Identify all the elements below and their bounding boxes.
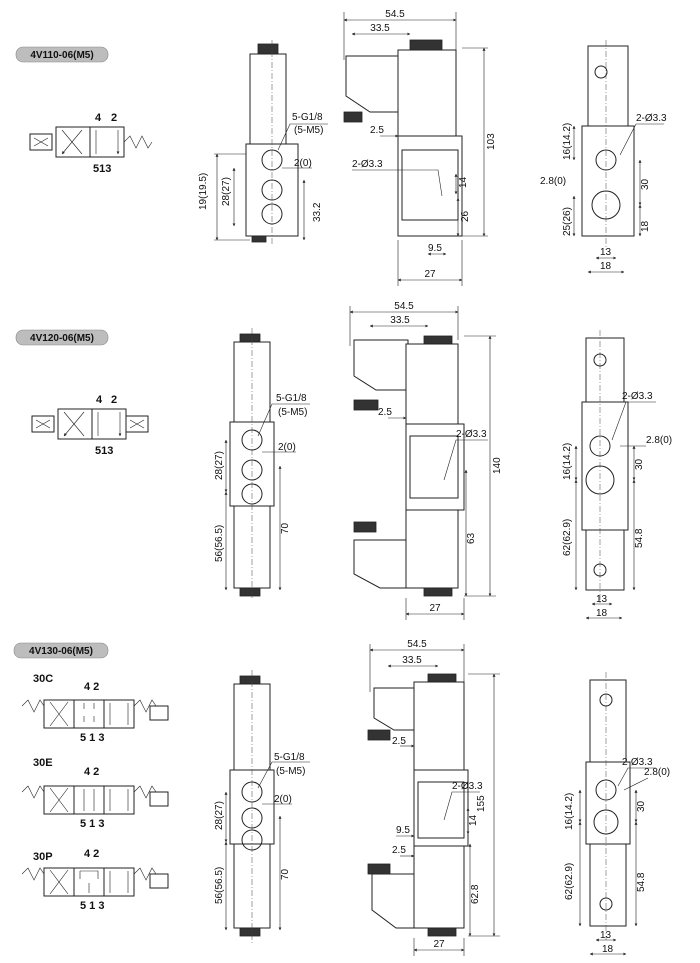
ports-label: 2(0)	[278, 442, 296, 453]
dim-s28: 2.8(0)	[646, 435, 673, 446]
dim-w27: 27	[424, 269, 436, 280]
hole-label: 2-Ø3.3	[452, 781, 483, 792]
port-2-label: 2	[111, 112, 118, 124]
dim-h28: 28(27)	[221, 177, 232, 206]
dim-d25b: 2.5	[392, 845, 406, 856]
port-513-label: 513	[93, 163, 112, 175]
dim-s18: 18	[602, 944, 614, 955]
end-view-4v130	[564, 672, 670, 955]
thread-label: 5-G1/8	[276, 393, 307, 404]
dim-h140: 140	[492, 457, 503, 474]
hole-label: 2-Ø3.3	[622, 757, 653, 768]
thread-label: 5-G1/8	[274, 752, 305, 763]
dim-h155: 155	[476, 795, 487, 812]
dim-s62: 62(62.9)	[564, 862, 575, 900]
dim-h628: 62.8	[470, 884, 481, 904]
dim-h332: 33.2	[312, 202, 323, 222]
symbol-30e	[22, 757, 168, 830]
symbol-30e-bottom: 5 1 3	[80, 818, 105, 830]
dim-d25a: 2.5	[392, 736, 406, 747]
port-4-label: 4	[95, 112, 102, 124]
dim-w545: 54.5	[407, 639, 427, 650]
side-view-4v130	[368, 639, 500, 956]
dim-h56: 56(56.5)	[214, 866, 225, 904]
dim-d25: 2.5	[378, 407, 392, 418]
dim-h28: 28(27)	[214, 451, 225, 480]
symbol-4v110	[30, 112, 152, 175]
dim-d26: 26	[460, 210, 471, 222]
dim-d25: 2.5	[370, 125, 384, 136]
dim-w335: 33.5	[402, 655, 422, 666]
dim-w27: 27	[433, 939, 445, 950]
model-pill-4v130	[14, 643, 108, 658]
front-view-4v130	[214, 670, 310, 944]
dim-s16: 16(14.2)	[562, 122, 573, 160]
hole-label: 2-Ø3.3	[456, 429, 487, 440]
symbol-4v120	[32, 394, 148, 457]
symbol-30e-label: 30E	[33, 757, 53, 769]
dim-s16: 16(14.2)	[564, 792, 575, 830]
thread-label-alt: (5-M5)	[294, 125, 324, 136]
dim-w545: 54.5	[394, 301, 414, 312]
symbol-30c-bottom: 5 1 3	[80, 732, 105, 744]
end-view-4v120	[562, 330, 672, 619]
symbol-30c	[22, 673, 168, 744]
model-pill-4v120	[16, 330, 108, 345]
dim-s18v: 18	[640, 220, 651, 232]
dim-s28: 2.8(0)	[540, 176, 567, 187]
dim-h14: 14	[468, 814, 479, 826]
dim-s16: 16(14.2)	[562, 442, 573, 480]
ports-label: 2(0)	[274, 794, 292, 805]
front-view-4v120	[214, 328, 310, 600]
hole-label: 2-Ø3.3	[352, 159, 383, 170]
model-label-4v110: 4V110-06(M5)	[30, 50, 94, 61]
dim-s18: 18	[596, 608, 608, 619]
symbol-30p-top: 4 2	[84, 848, 100, 860]
dim-w27: 27	[429, 603, 441, 614]
model-pill-4v110	[16, 47, 108, 62]
symbol-30p-bottom: 5 1 3	[80, 900, 105, 912]
dim-w545: 54.5	[385, 9, 405, 20]
dim-h56: 56(56.5)	[214, 524, 225, 562]
symbol-30c-top: 4 2	[84, 681, 100, 693]
port-513-label: 513	[95, 445, 114, 457]
end-view-4v110	[540, 40, 667, 272]
dim-h70: 70	[280, 868, 291, 880]
symbol-30e-top: 4 2	[84, 766, 100, 778]
dim-h19: 19(19.5)	[198, 172, 209, 210]
dim-h63: 63	[466, 532, 477, 544]
dim-s62: 62(62.9)	[562, 518, 573, 556]
dim-s30: 30	[634, 458, 645, 470]
side-view-4v110	[344, 9, 497, 286]
front-view-4v110	[198, 40, 328, 246]
dim-w335: 33.5	[390, 315, 410, 326]
dim-s13: 13	[596, 594, 608, 605]
dim-d95: 9.5	[396, 825, 410, 836]
model-label-4v130: 4V130-06(M5)	[29, 646, 93, 657]
dim-w335: 33.5	[370, 23, 390, 34]
symbol-30c-label: 30C	[33, 673, 54, 685]
hole-label: 2-Ø3.3	[636, 113, 667, 124]
dim-s548: 54.8	[634, 528, 645, 548]
dim-h70: 70	[280, 522, 291, 534]
model-label-4v120: 4V120-06(M5)	[30, 333, 94, 344]
dim-d14: 14	[458, 176, 469, 188]
side-view-4v120	[350, 301, 503, 620]
symbol-30p	[22, 848, 168, 912]
dim-h103: 103	[486, 133, 497, 150]
symbol-30p-label: 30P	[33, 851, 53, 863]
dim-s13: 13	[600, 247, 612, 258]
dim-h28: 28(27)	[214, 801, 225, 830]
thread-label: 5-G1/8	[292, 112, 323, 123]
dim-s30: 30	[640, 178, 651, 190]
dim-s18: 18	[600, 261, 612, 272]
dim-s25: 25(26)	[562, 207, 573, 236]
port-4-label: 4	[96, 394, 103, 406]
dim-d95: 9.5	[428, 243, 442, 254]
dim-s13: 13	[600, 930, 612, 941]
port-2-label: 2	[111, 394, 118, 406]
ports-label: 2(0)	[294, 158, 312, 169]
dim-s30: 30	[636, 800, 647, 812]
dim-s548: 54.8	[636, 872, 647, 892]
dim-s28: 2.8(0)	[644, 767, 671, 778]
hole-label: 2-Ø3.3	[622, 391, 653, 402]
thread-label-alt: (5-M5)	[278, 407, 308, 418]
thread-label-alt: (5-M5)	[276, 766, 306, 777]
